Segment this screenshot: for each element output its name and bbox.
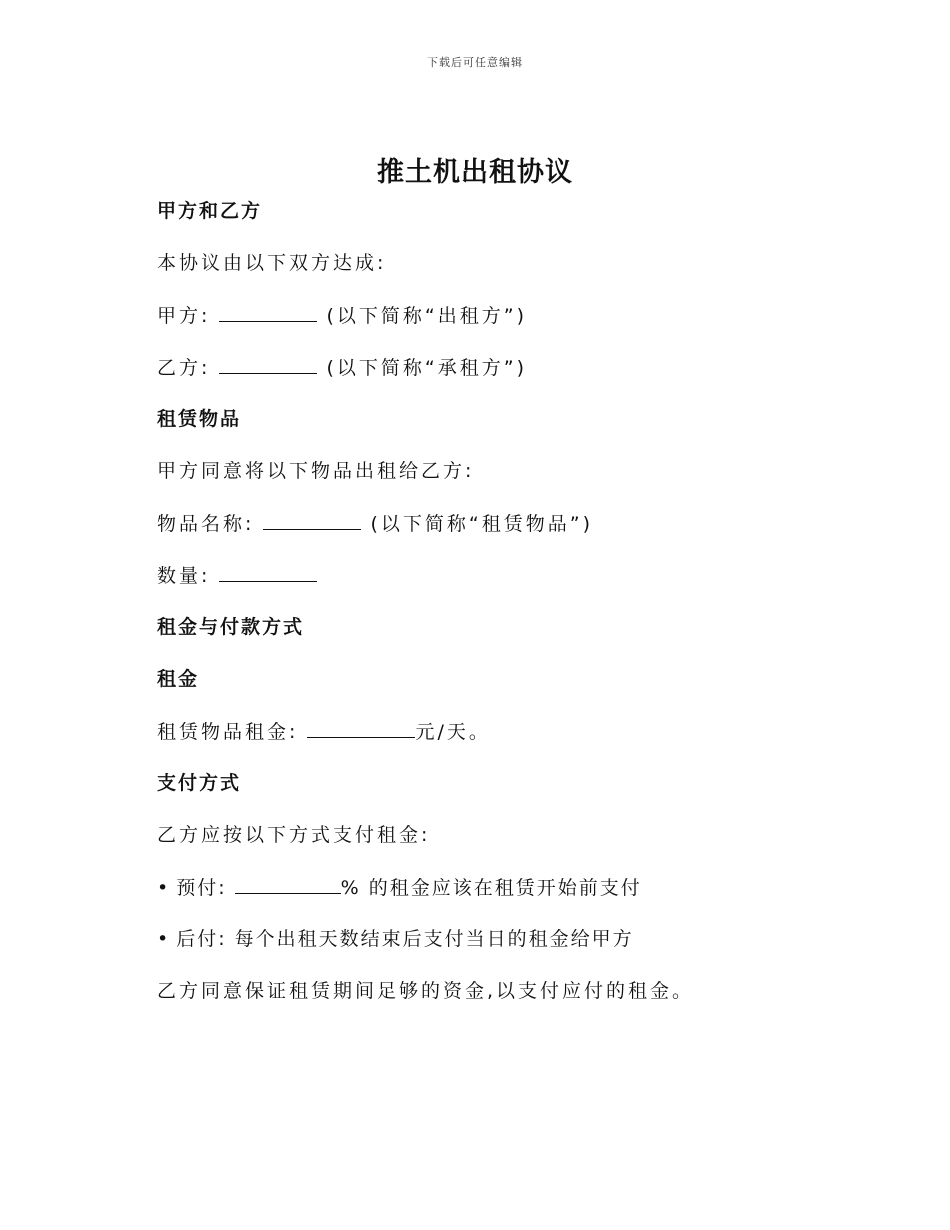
rent-label: 租赁物品租金: (157, 721, 299, 743)
subheading-rent: 租金 (157, 668, 200, 690)
rent-blank[interactable] (307, 712, 415, 738)
section-heading-parties: 甲方和乙方 (157, 200, 263, 222)
quantity-blank[interactable] (219, 556, 317, 582)
document-title: 推土机出租协议 (377, 157, 573, 188)
bullet-icon: • (157, 928, 171, 950)
page-header-note: 下载后可任意编辑 (427, 56, 523, 69)
postpay-line (157, 920, 817, 972)
party-b-suffix: (以下简称“承租方”) (326, 357, 528, 379)
party-a-suffix: (以下简称“出租方”) (326, 305, 528, 327)
payment-method-intro: 乙方应按以下方式支付租金: (157, 824, 431, 846)
prepay-suffix: % 的租金应该在租赁开始前支付 (340, 877, 642, 899)
party-a-blank[interactable] (219, 296, 317, 322)
subheading-payment-method: 支付方式 (157, 772, 242, 794)
prepay-percent-blank[interactable] (235, 868, 341, 894)
quantity-line (157, 556, 817, 608)
rent-unit: 元/天。 (415, 721, 491, 743)
prepay-line (157, 868, 817, 920)
bullet-icon: • (157, 877, 171, 899)
party-a-line (157, 296, 817, 348)
item-name-suffix: (以下简称“租赁物品”) (370, 513, 594, 535)
quantity-label: 数量: (157, 565, 211, 587)
items-intro: 甲方同意将以下物品出租给乙方: (157, 460, 475, 482)
party-b-blank[interactable] (219, 348, 317, 374)
section-heading-items: 租赁物品 (157, 408, 242, 430)
party-a-label: 甲方: (157, 305, 211, 327)
party-b-line (157, 348, 817, 400)
item-name-blank[interactable] (263, 504, 361, 530)
guarantee-statement: 乙方同意保证租赁期间足够的资金,以支付应付的租金。 (157, 980, 695, 1002)
item-name-label: 物品名称: (157, 513, 255, 535)
parties-intro: 本协议由以下双方达成: (157, 252, 387, 274)
prepay-label: 预付: (176, 877, 227, 899)
rent-line (157, 712, 817, 764)
section-heading-payment: 租金与付款方式 (157, 616, 305, 638)
document-body (157, 192, 817, 1024)
postpay-text: 后付: 每个出租天数结束后支付当日的租金给甲方 (176, 928, 634, 950)
party-b-label: 乙方: (157, 357, 211, 379)
item-name-line (157, 504, 817, 556)
